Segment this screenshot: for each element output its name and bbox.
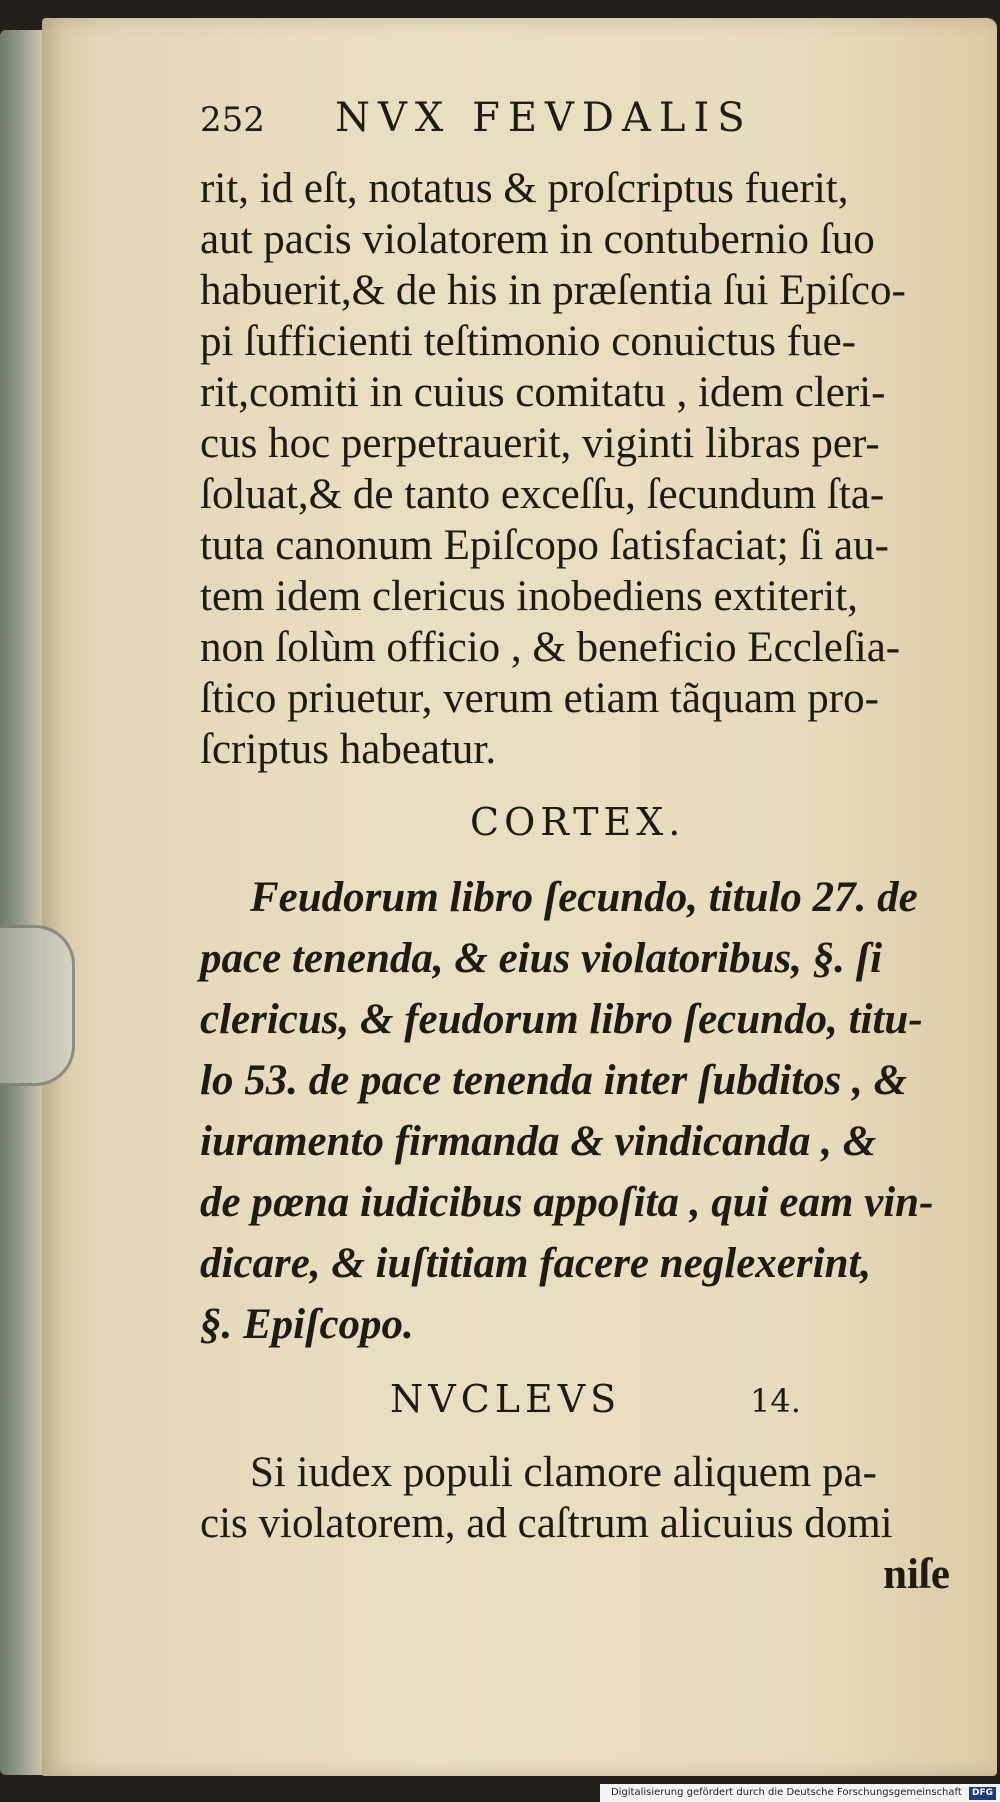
page-number: 252 [200, 100, 265, 140]
text-line: iuramento firmanda & vindicanda , & [200, 1118, 877, 1165]
running-head [200, 95, 960, 163]
book-clasp [0, 925, 75, 1086]
credit-text: Digitalisierung gefördert durch die Deutsche Forschungsgemeinschaft [610, 1787, 962, 1798]
text-line: ſcriptus habeatur. [200, 726, 497, 773]
text-line: §. Epiſcopo. [200, 1301, 414, 1348]
text-line: aut pacis violatorem in contubernio ſuo [200, 216, 875, 263]
text-line: habuerit,& de his in præſentia ſui Epiſco- [200, 267, 906, 314]
text-line: dicare, & iuſtitiam facere neglexerint, [200, 1240, 872, 1287]
dfg-logo: DFG [969, 1787, 996, 1800]
text-line: ſtico priuetur, verum etiam tãquam pro- [200, 675, 879, 722]
cortex-paragraph [200, 867, 960, 1355]
text-line: tem idem clericus inobediens extiterit, [200, 573, 858, 620]
text-line: Feudorum libro ſecundo, titulo 27. de [250, 874, 918, 921]
cortex-heading: CORTEX. [470, 800, 686, 844]
nucleus-paragraph [200, 1447, 960, 1600]
text-line: tuta canonum Epiſcopo ſatisfaciat; ſi au- [200, 522, 889, 569]
text-line: non ſolùm officio , & beneficio Eccleſia- [200, 624, 901, 671]
nucleus-heading-row [200, 1377, 960, 1447]
nucleus-heading: NVCLEVS [390, 1377, 622, 1421]
catchword: niſe [883, 1551, 950, 1598]
body-paragraph [200, 163, 960, 775]
text-line: rit,comiti in cuius comitatu , idem cleri- [200, 369, 886, 416]
running-title: NVX FEVDALIS [335, 95, 753, 141]
digitization-credit [600, 1784, 1000, 1802]
text-line: lo 53. de pace tenenda inter ſubditos , & [200, 1057, 908, 1104]
text-line: ſoluat,& de tanto exceſſu, ſecundum ſta- [200, 471, 885, 518]
text-line: pi ſufficienti teſtimonio conuictus fue- [200, 318, 857, 365]
text-line: pace tenenda, & eius violatoribus, §. ſi [200, 935, 883, 982]
book-edge [0, 30, 48, 1775]
text-line: de pœna iudicibus appoſita , qui eam vin- [200, 1179, 934, 1226]
text-line: cis violatorem, ad caſtrum alicuius domi [200, 1500, 893, 1547]
nucleus-number: 14. [750, 1382, 801, 1420]
text-line: cus hoc perpetrauerit, viginti libras per- [200, 420, 880, 467]
text-line: clericus, & feudorum libro ſecundo, titu- [200, 996, 923, 1043]
text-line: Si iudex populi clamore aliquem pa- [250, 1449, 877, 1496]
text-line: rit, id eſt, notatus & proſcriptus fuerit, [200, 165, 849, 212]
page-content [200, 95, 960, 1600]
